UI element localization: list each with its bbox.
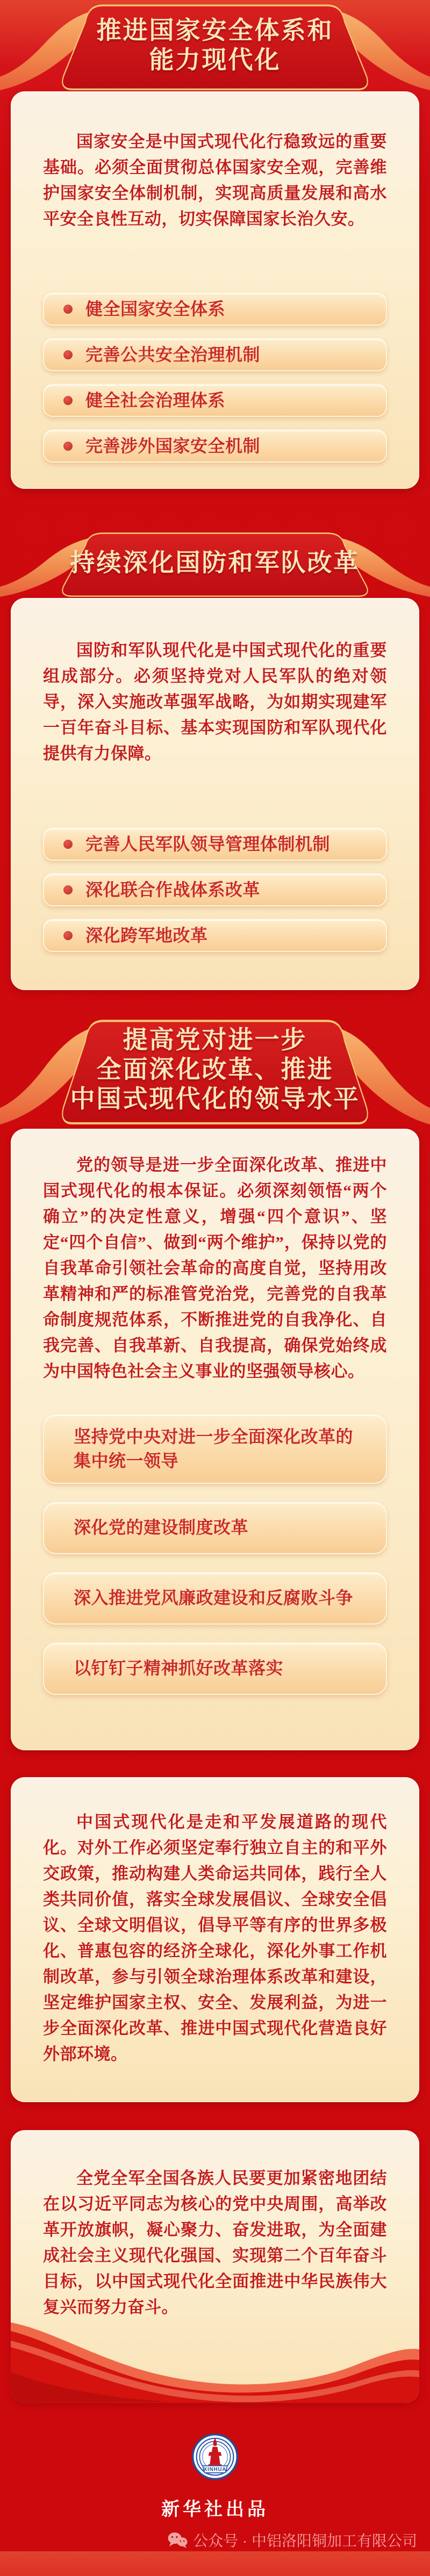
- credit-line: 新华社出品: [161, 2499, 269, 2520]
- xinhua-logo-icon: [191, 2433, 239, 2480]
- list-item-label: 完善涉外国家安全机制: [85, 436, 261, 456]
- section2-banner: [0, 529, 430, 597]
- closing-paragraph-2: 全党全军全国各族人民要更加紧密地团结在以习近平同志为核心的党中央周围，高举改革开放旗帜，凝心聚力、奋发进取，为全面建成社会主义现代化强国、实现第二个百年奋斗目标，以中国式现代化全面推进中华民族伟大复兴而努力奋斗。: [43, 2169, 387, 2317]
- list-item-label: 完善人民军队领导管理体制机制: [85, 834, 331, 854]
- section1-card: [11, 91, 419, 489]
- list-item: [43, 919, 387, 952]
- section1-paragraph: 国家安全是中国式现代化行稳致远的重要基础。必须全面贯彻总体国家安全观，完善维护国家安全体制机制，实现高质量发展和高水平安全良性互动，切实保障国家长治久安。: [43, 132, 387, 228]
- bullet-dot-icon: [63, 931, 73, 940]
- list-item-label: 完善公共安全治理机制: [85, 344, 261, 364]
- section2-list: [43, 827, 387, 952]
- section3-banner: [0, 1014, 430, 1124]
- section3-paragraph: 党的领导是进一步全面深化改革、推进中国式现代化的根本保证。必须深刻领悟“两个确立”的决定性意义，增强“四个意识”、坚定“四个自信”、做到“两个维护”，保持以党的自我革命引领社会革命的高度自觉，坚持用改革精神和严的标准管党治党，完善党的自我革命制度规范体系，不断推进党的自我净化、自我完善、自我革新、自我提高，确保党始终成为中国特色社会主义事业的坚强领导核心。: [43, 1156, 387, 1381]
- section3-title-line: 提高党对进一步: [123, 1026, 307, 1054]
- list-item: [43, 1502, 387, 1554]
- section1-title-line: 推进国家安全体系和: [96, 16, 334, 44]
- list-item: [43, 1642, 387, 1695]
- section2-card: [11, 598, 419, 990]
- xinhua-logo-text: XINHUA: [203, 2466, 227, 2473]
- list-item: [43, 384, 387, 417]
- watermark-row: [0, 2529, 430, 2551]
- bullet-dot-icon: [63, 305, 73, 314]
- wechat-icon: [167, 2532, 188, 2548]
- bullet-dot-icon: [63, 885, 73, 894]
- list-item-label: 坚持党中央对进一步全面深化改革的集中统一领导: [74, 1427, 354, 1470]
- list-item-label: 健全国家安全体系: [85, 299, 226, 319]
- list-item: [43, 1414, 387, 1484]
- list-item-label: 深化联合作战体系改革: [85, 879, 261, 899]
- bullet-dot-icon: [63, 442, 73, 451]
- red-silk-wave-graphic: [11, 2322, 419, 2403]
- bullet-dot-icon: [63, 840, 73, 849]
- section1-banner: [0, 0, 430, 90]
- bullet-dot-icon: [63, 396, 73, 405]
- closing-card-1: [11, 1777, 419, 2102]
- bullet-dot-icon: [63, 350, 73, 359]
- list-item: [43, 1572, 387, 1625]
- list-item: [43, 292, 387, 326]
- section1-title: [0, 0, 430, 90]
- section2-paragraph: 国防和军队现代化是中国式现代化的重要组成部分。必须坚持党对人民军队的绝对领导，深入实施改革强军战略，为如期实现建军一百年奋斗目标、基本实现国防和军队现代化提供有力保障。: [43, 641, 387, 763]
- closing-paragraph-1: 中国式现代化是走和平发展道路的现代化。对外工作必须坚定奉行独立自主的和平外交政策，推动构建人类命运共同体，践行全人类共同价值，落实全球发展倡议、全球安全倡议、全球文明倡议，倡导平等有序的世界多极化、普惠包容的经济全球化，深化外事工作机制改革，参与引领全球治理体系改革和建设，坚定维护国家主权、安全、发展利益，为进一步全面深化改革、推进中国式现代化营造良好外部环境。: [43, 1813, 387, 2063]
- section1-list: [43, 292, 387, 463]
- watermark-text: 公众号 · 中铝洛阳铜加工有限公司: [193, 2532, 417, 2549]
- section3-title-line: 中国式现代化的领导水平: [70, 1085, 360, 1113]
- footer: [0, 2433, 430, 2576]
- list-item-label: 健全社会治理体系: [85, 390, 226, 410]
- list-item: [43, 827, 387, 861]
- list-item-label: 深入推进党风廉政建设和反腐败斗争: [74, 1588, 354, 1608]
- section3-card: [11, 1129, 419, 1750]
- section2-title-line: 持续深化国防和军队改革: [70, 549, 360, 577]
- list-item-label: 深化党的建设制度改革: [74, 1518, 249, 1538]
- list-item-label: 深化跨军地改革: [85, 925, 208, 945]
- section3-title: [0, 1014, 430, 1124]
- section2-title: [0, 529, 430, 597]
- list-item: [43, 873, 387, 906]
- list-item-label: 以钉钉子精神抓好改革落实: [74, 1658, 284, 1678]
- closing-card-2: [11, 2130, 419, 2403]
- list-item: [43, 338, 387, 371]
- section3-title-line: 全面深化改革、推进: [96, 1055, 334, 1083]
- list-item: [43, 429, 387, 463]
- section1-title-line: 能力现代化: [149, 46, 281, 74]
- section3-list: [43, 1414, 387, 1695]
